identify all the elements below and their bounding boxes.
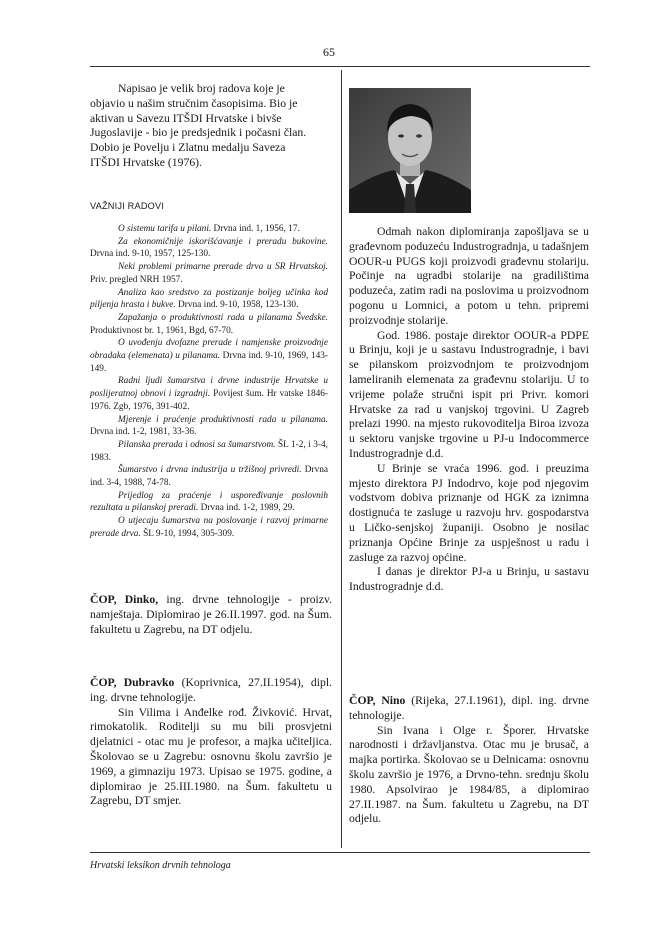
- work-item: [90, 337, 328, 375]
- works-heading: VAŽNIJI RADOVI: [90, 201, 165, 211]
- work-title: Za ekonomičnije iskorišćavanje i preradu bukovine.: [118, 236, 328, 247]
- work-source: Drvna ind. 1-2, 1981, 33-36.: [90, 427, 197, 438]
- work-title: Šumarstvo i drvna industrija u tržišnoj privredi.: [118, 465, 302, 476]
- work-source: Drvna ind. 9-10, 1969, 143-149.: [90, 351, 328, 374]
- intro-line: Napisao je velik broj radova koje je: [118, 82, 285, 95]
- work-item: [90, 375, 328, 413]
- footer-text: Hrvatski leksikon drvnih tehnologa: [90, 860, 231, 871]
- body-paragraph: I danas je direktor PJ-a u Brinju, u sastavu Industrogradnje d.d.: [349, 565, 589, 594]
- work-item: [90, 223, 328, 236]
- work-source: Drvna ind. 1, 1956, 17.: [211, 224, 300, 234]
- work-source: Drvna ind. 3-4, 1988, 74-78.: [90, 465, 328, 489]
- work-title: Pilanska prerada i odnosi sa šumarstvom.: [118, 439, 276, 450]
- work-source: Drvna ind. 9-10, 1957, 125-130.: [90, 249, 211, 260]
- entry-nino: [349, 694, 589, 827]
- intro-line: Jugoslavije - bio je predsjednik i počasni član.: [90, 126, 307, 140]
- work-item: [90, 464, 328, 489]
- header-rule: [90, 66, 590, 67]
- portrait-photo: [349, 88, 471, 213]
- entry-dubravko-continued: [349, 225, 589, 595]
- work-title: Mjerenje i praćenje produktivnosti rada u pilanama.: [118, 414, 328, 425]
- work-title: O utjecaju šumarstva na poslovanje i razvoj primarne prerade drva.: [90, 516, 328, 539]
- entry-name: ČOP, Nino: [349, 694, 406, 707]
- entry-text: ing. drvne tehnologije - proizv. namještaja. Diplomirao je 26.II.1997. god. na Šum. fakultetu u Zagrebu, na DT odjelu.: [90, 593, 332, 636]
- work-item: [90, 515, 328, 540]
- work-source: ŠL 1-2, i 3-4, 1983.: [90, 439, 329, 463]
- work-item: [90, 490, 328, 515]
- entry-head: (Rijeka, 27.I.1961), dipl. ing. drvne tehnologije.: [349, 694, 589, 722]
- page-number: 65: [323, 45, 335, 59]
- work-source: Priv. pregled NRH 1957.: [90, 274, 183, 285]
- work-title: Zapažanja o produktivnosti rada u pilanama Švedske.: [118, 312, 328, 323]
- body-paragraph: U Brinje se vraća 1996. god. i preuzima mjesto direktora PJ Indodrvo, koje pod njegovim vodstvom dobiva priznanje od HGK za iznimna dostignuća te zasluge u razvoju hrv. gospodarstva u Ličko-senjskoj županiji. Osobno je nosilac priznanja Općine Brinje za uspješnost u radu i zasluge za razvoj općine.: [349, 461, 589, 564]
- work-item: [90, 312, 328, 337]
- entry-name: ČOP, Dubravko: [90, 676, 175, 689]
- intro-line: ITŠDI Hrvatske (1976).: [90, 155, 202, 169]
- column-divider: [341, 70, 342, 848]
- intro-line: aktivan u Savezu ITŠDI Hrvatske i bivše: [90, 111, 282, 125]
- intro-paragraph: [90, 82, 332, 171]
- work-source: Produktivnost br. 1, 1961, Bgd, 67-70.: [90, 325, 234, 336]
- entry-body: Sin Vilima i Anđelke rođ. Živković. Hrvat, rimokatolik. Roditelji su mu bili prosvjetni djelatnici - otac mu je profesor, a majka učiteljica. Školovao se u Zagrebu: osnovnu školu završio je 1969, a gimnaziju 1973. Upisao se 1975. godine, a diplomirao je 25.III.1980. na Šum. fakultetu u Zagrebu, DT smjer.: [90, 705, 332, 808]
- work-item: [90, 236, 328, 261]
- entry-body: Sin Ivana i Olge r. Šporer. Hrvatske narodnosti i državljanstva. Otac mu je brusač, a majka portirka. Školovao se u Delnicama: osnovnu školu završio je 1976, a Drvno-tehn. srednju školu 1980. Apsolvirao je 1984/85, a diplomirao 27.II.1987. na Šum. fakultetu u Zagrebu, na DT odjelu.: [349, 723, 589, 826]
- work-title: Analiza kao sredstvo za postizanje boljeg učinka kod piljenja hrasta i bukve.: [90, 287, 328, 311]
- works-list: [90, 223, 328, 541]
- work-item: [90, 439, 328, 464]
- work-source: ŠL 9-10, 1994, 305-309.: [140, 528, 235, 539]
- work-title: Neki problemi primarne prerade drva u SR Hrvatskoj.: [118, 262, 328, 273]
- work-item: [90, 261, 328, 286]
- work-item: [90, 414, 328, 439]
- work-source: Povijest šum. Hr vatske 1846-1976. Zgb, 1976, 391-402.: [90, 389, 329, 412]
- body-paragraph: Odmah nakon diplomiranja zapošljava se u građevnom poduzeću Industrogradnja, u tadašnjem OOUR-u PUGS koji proizvodi građevnu stolariju. Počinje na ugradbi stolarije na gradilištima poduzeća, zatim radi na poslovima u proizvodnom pogonu u Lomnici, a potom u tehn. pripremi proizvodnje stolarije.: [349, 225, 589, 327]
- entry-head: (Koprivnica, 27.II.1954), dipl. ing. drvne tehnologije.: [90, 676, 332, 704]
- work-item: [90, 287, 328, 312]
- footer-rule: [90, 852, 590, 853]
- work-source: Drvna ind. 1-2, 1989, 29.: [198, 503, 295, 514]
- entry-dinko: [90, 593, 332, 637]
- intro-line: Dobio je Povelju i Zlatnu medalju Saveza: [90, 141, 286, 155]
- work-title: Radni ljudi šumarstva i drvne industrije Hrvatske u poslijeratnoj obnovi i izgradnji.: [90, 376, 328, 400]
- work-title: O sistemu tarifa u pilani.: [118, 224, 212, 234]
- work-title: O uvođenju dvofazne prerade i namjenske proizvodnje obradaka (elemenata) u pilanama.: [90, 338, 328, 362]
- work-source: Drvna ind. 9-10, 1958, 123-130.: [175, 300, 299, 311]
- body-paragraph: God. 1986. postaje direktor OOUR-a PDPE u Brinju, koji je u sastavu Industrogradnje, i bavi se pilanskom proizvodnjom te proizvodnjom lameliranih elemenata za građevnu stolariju. U to vrijeme polaže stručni ispit pri Privr. komori Hrvatske za rad u vanjskoj trgovini. U Zagreb prelazi 1990. na mjesto rukovoditelja Biroa izvoza u sektoru vanjske trgovine u PJ-u Indocommerce Industrogradnje d.d.: [349, 328, 589, 460]
- entry-dubravko: [90, 676, 332, 809]
- intro-line: objavio u našim stručnim časopisima. Bio je: [90, 96, 298, 110]
- entry-name: ČOP, Dinko,: [90, 593, 159, 606]
- portrait-image: [349, 88, 471, 213]
- work-title: Prijedlog za praćenje i uspoređivanje poslovnih rezultata u pilanskoj preradi.: [90, 490, 328, 514]
